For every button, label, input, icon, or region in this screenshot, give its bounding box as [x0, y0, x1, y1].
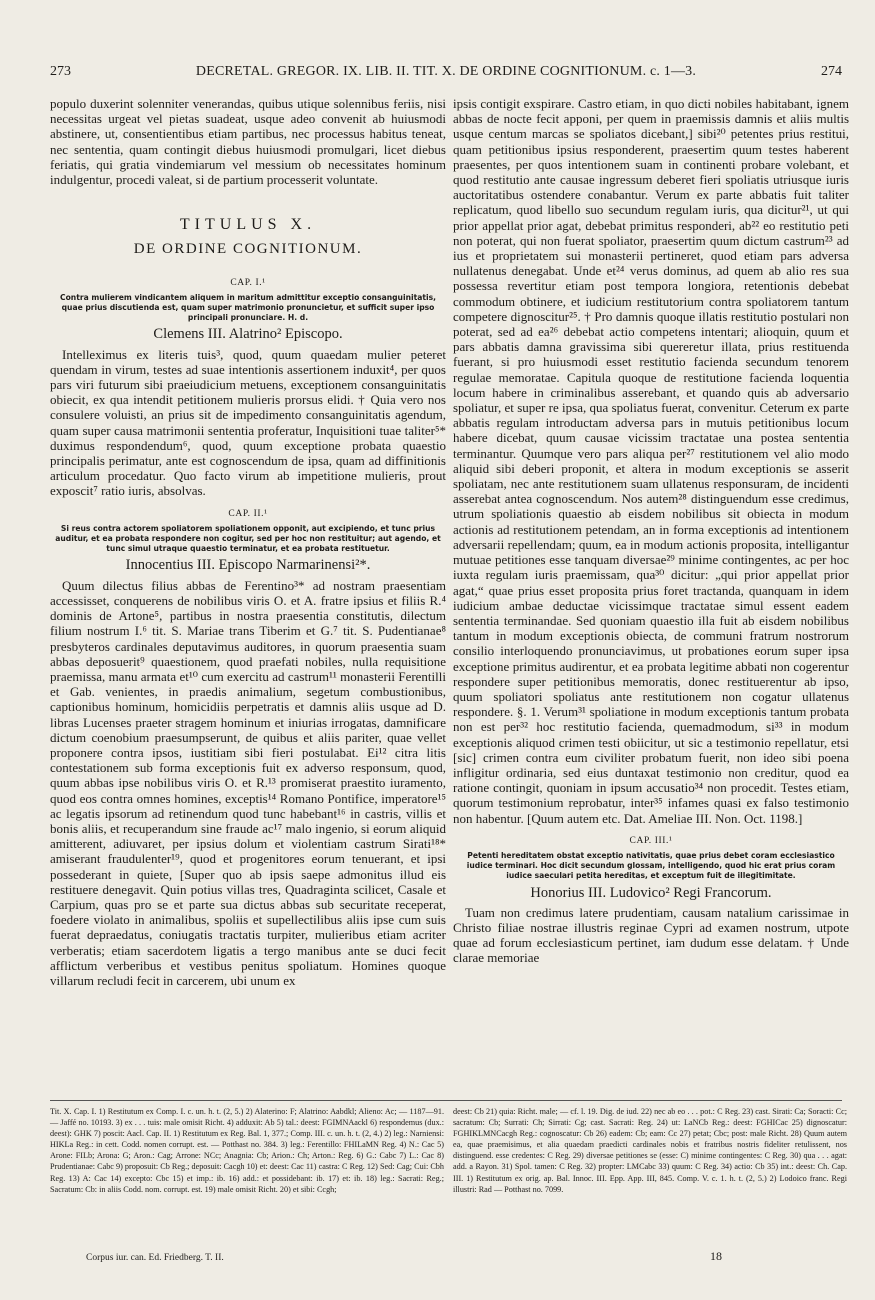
- paragraph-continuation-right: ipsis contigit exspirare. Castro etiam, in quo dicti nobiles habitabant, ignem abbas de nocte fecit apponi, per quem in praemissis damnis et aliis multis usque centum marcas se spoliatos dicebant,] sibi²⁰ petentes prius restitui, quam petitionibus ipsius responderent, praesertim quum testes haberent praesentes, per quos intentionem suam in continenti probare volebant, et quod restitutio ante causae ingressum deberet fieri spoliatis utriusque iuris auctoritatibus ostendere conabantur. Verum ex parte abbatis fuit taliter replicatum, quod libello suo secundum regulam iuris, qua dicitur²¹, ut qui prior appellat prior agat, debebat primitus responderi, ab²² eo restitutio peti non poterat, qui non fuerat spoliator, praesertim quum dictum castrum²³ ad ius et proprietatem sui monasterii pertineret, quod etiam pars adversa nullatenus denegabat. Unde et²⁴ verus dominus, ad quem ab alio res sua possessa revertitur etiam post tempora longiora, retentionis debebat commodum obtinere, et iudicium restitutorium contra spoliatorem tantum competere dignoscitur²⁵. † Pro damnis quoque illatis restitutio postulari non poterat, sed ad ea²⁶ debebat actio competens intentari; alioquin, quum et pars abbatis damna gravissima sibi quereretur illata, prius restituenda fuerant, si pro huiusmodi esset restitutio facienda secundum tenorem regulae memoratae. Capitula quoque de restitutione facienda loquentia locum habere in criminalibus asserebant, et quando quis ab adversario spoliatur, et super re ipsa, qua spoliatus fuerat, convenitur. Ceterum ex parte abbatis regulam introductam adversa pars in mutuis petitionibus locum habere dicebat, quum causae vicissim tractatae una postea sententia terminantur. Quumque vero pars aliqua per²⁷ restitutionem vel alio modo aliquid sibi deberi proponit, et altera in modum exceptionis se asserit spoliatam, nec ante restitutionem suam ullatenus responsuram, de incidenti asserebat antea cognoscendum. Nos autem²⁸ distinguendum esse credimus, utrum spoliationis quaestio ab eisdem nobilibus sit obiecta in modum actionis ad restitutionem petendam, an in forma exceptionis ad intentionem adversarii repellendam; quum, ea in modum actionis proposita, intelligantur mutuae petitiones esse tanquam diversae²⁹ minime contingentes, ac per hoc iuxta regulam iuris praemissam, qua³⁰ dicitur: „qui prior appellat prior agat,“ quae prius esset proposita prius foret tractanda, quanquam in idem iudicium ambae deductae vicissimque tractatae simul essent eadem sententia terminandae. Sed quoniam quaestio illa fuit ab eisdem nobilibus tantum in modum exceptionis obiecta, de communi fratrum nostrorum consilio interloquendo pronunciavimus, ut probationes eorum super ipsa exceptione primitus audirentur, et ea probata legitime abbati non cogerentur respondere super petitionibus memoratis, donec restituerentur ab ipso, quum spoliatori spoliatus ante restitutionem non cogatur ullatenus respondere. §. 1. Verum³¹ spoliatione in modum exceptionis tantum probata non est per³² hoc restitutio facienda, quemadmodum, si³³ in modum exceptionis aliquod crimen testi obiicitur, ut sic a testimonio repellatur, etsi [sic] crimen contra eum civiliter probatum fuerit, non ideo sibi poena infligitur ordinaria, sed eius duntaxat testimonio non creditur, quod ea ratione contingit, quoniam in ipsum accusatio³⁴ non procedit. Testes etiam, quorum testimonium reprobatur, inter³⁵ infames quasi ex falso testimonio non habentur. [Quum autem etc. Dat. Ameliae III. Non. Oct. 1198.]: [453, 96, 849, 826]
- chapter-text-3: Tuam non credimus latere prudentiam, causam natalium carissimae in Christo filiae nostrae illustris reginae Cypri ad examen nostrum, utpote quae ad forum ecclesiasticum pertinet, iam dudum esse delatam. † Unde clarae memoriae: [453, 904, 849, 966]
- titulus-heading: TITULUS X.: [179, 216, 317, 234]
- chapter-text-1: Intelleximus ex literis tuis³, quod, quum quaedam mulier peteret quendam in virum, testes ad suae intentionis assertionem induxit⁴, per quos pars viri futurum sibi praeiudicium metuens, exceptionem consanguinitatis obiecit, ex qua intendit petitionem mulieris prorsus elidi. † Quia vero nos consulere voluisti, an prius sit de impedimento consanguinitatis agendum, quam super causa matrimonii sententia proferatur, Inquisitioni tuae taliter⁵* duximus respondendum⁶, quod, quum exceptione probata quaestio principalis perimatur, ante est cognoscendum de ipsa, quam ad diffinitionis articulum procedatur. Quo facto virum ab impetitione mulieris, prout exposcit⁷ ratio iuris, absolvas.: [50, 346, 446, 499]
- chapter-text-2: Quum dilectus filius abbas de Ferentino³* ad nostram praesentiam accessisset, conquerens de nobilibus viris O. et A. fratre ipsius et filiis R.⁴ dominis de Artone⁵, partibus in nostra praesentia constitutis, dilectum filium nostrum I.⁶ tit. S. Mariae trans Tiberim et G.⁷ tit. S. Pudentianae⁸ presbyteros cardinales deputavimus auditores, in quorum praesentia suam abbas deposuerit⁹ quaestionem, quod praefati nobiles, nulla requisitione praemissa, manu armata et¹⁰ cum exercitu ad castrum¹¹ monasterii Ferentilli et Gab. venientes, in praedis animalium, segetum combustionibus, captionibus hominum, homicidiis perpetratis et damnis aliis usque ad D. libras Lucenses praeter stragem hominum et iniurias irrogatas, damnificare dictum coenobium praesumpserunt, de quibus et aliis pariter, quae vellet proponere contra ipsos, iustitiam sibi fieri postulabat. Ei¹² citra litis contestationem sub forma exceptionis fuit ex adverso responsum, quod, quum abbas ipse nobilibus viris O. et R.¹³ promiserat praestito iuramento, quod eos contra omnes homines, exceptis¹⁴ Romano Pontifice, imperatore¹⁵ ac legatis ipsorum ad retinendum quod tunc habebant¹⁶ in castris, villis et bonis aliis, et recuperandum sine fraude ac¹⁷ malo ingenio, si eorum aliquid amitterent, adiuvaret, per ipsius dolum et violentiam castrum Sirati¹⁸* amiserant fraudulenter¹⁹, quod et progenitores eorum tenuerant, et ipsi possederant in quiete, [Super quo ab ipsis saepe admonitus illud eis restituere denegavit. Quin potius villas tres, Quadraginta scilicet, Casale et Carpium, quas pro se et parte sua dictus abbas sub securitate receperat, foedere violato in animalibus, spoliis et supellectilibus aliis ipse cum suis fuerat depraedatus, coniugatis tractatis turpiter, mulieribus etiam acriter verberatis; etiam sacerdotem ligatis a tergo manibus ante se duci fecit afflictum verberibus et vestibus penitus spoliatum. Homines quoque villarum recludi fecit in carcerem, ubi unum ex: [50, 577, 446, 988]
- chapter-heading-1: CAP. I.¹: [230, 277, 266, 288]
- paragraph-continuation: populo duxerint solenniter venerandas, quibus utique solennibus feriis, nisi necessitas urgeat vel pietas suadeat, usque adeo convenit ab huiusmodi abstinere, ut, consentientibus etiam partibus, nec processus habitus teneat, nec sententia, quam contingit diebus huiusmodi promulgari, licet diebus feriatis, qui gratia vindemiarum vel messium ob necessitates hominum indulgentur, procedi valeat, si de partium processerit voluntate.: [50, 96, 446, 188]
- chapter-summary-1: Contra mulierem vindicantem aliquem in maritum admittitur exceptio consanguinitatis, quae prius discutienda est, quam super matrimonio pronuncietur, et sufficit super ipso principali pronunciare. H. d.: [60, 292, 436, 323]
- footnotes-right: deest: Cb 21) quia: Richt. male; — cf. l. 19. Dig. de iud. 22) nec ab eo . . . pot.: C Reg. 23) cast. Sirati: Ca; Soracti: Cc; sacratum: Cb; Surrati: Ch; Sirrati: Cg; cast. Sacrati: Reg. 24) ut: LaNCb Reg.: deest: FGHICac 25) dignoscatur: FGHIKLMNCacgh Reg.: cognoscatur: Cb 26) eadem: Cb; eam: Cc 27) petat; Cbc; post: male Richt. 28) Quum autem ea, quae praemisimus, et alia quaedam praedicti cardinales nobis et fratribus nostris fideliter retulissent, nos distinguend. esse credentes: C Reg. 29) diversae petitiones se (esse: C) minime contingentes: C Reg. 30) qua . . . agat: add. a Rayon. 31) Spol. tamen: C Reg. 32) propter: LMCabc 33) quum: C Reg. 34) actio: Cb 35) int.: deest: Ch. Cap. III. 1) Restitutum ex orig. ap. Bal. Innoc. III. Epp. App. III, 845. Comp. V. c. 1. h. t. (2, 5.) 2) Lodoico franc. Regi illustri: Rad — Potthast no. 7099.: [453, 1107, 847, 1194]
- sheet-number: 18: [710, 1249, 722, 1263]
- right-column: [453, 96, 849, 966]
- chapter-summary-2: Si reus contra actorem spoliatorem spoliationem opponit, aut excipiendo, et tunc prius auditur, et ea probata respondere non cogitur, sed per hoc non restituitur; aut agendo, et tunc simul utraque quaestio terminatur, et ea probata restituetur.: [55, 523, 441, 554]
- running-title: DECRETAL. GREGOR. IX. LIB. II. TIT. X. DE ORDINE COGNITIONUM. c. 1—3.: [195, 64, 697, 79]
- footnote-divider: [50, 1100, 842, 1101]
- page-number-right: 274: [821, 64, 842, 79]
- running-header: [50, 64, 842, 84]
- salutation-1: Clemens III. Alatrino² Episcopo.: [153, 326, 343, 343]
- chapter-heading-3: CAP. III.¹: [629, 835, 673, 846]
- edition-line: Corpus iur. can. Ed. Friedberg. T. II.: [86, 1253, 224, 1263]
- salutation-3: Honorius III. Ludovico² Regi Francorum.: [530, 884, 772, 901]
- chapter-heading-2: CAP. II.¹: [228, 508, 268, 519]
- page-number-left: 273: [50, 64, 71, 79]
- salutation-2: Innocentius III. Episcopo Narmarinensi²*.: [125, 557, 371, 574]
- footnotes-left: Tit. X. Cap. I. 1) Restitutum ex Comp. I. c. un. h. t. (2, 5.) 2) Alaterino: F; Alatrino: Aabdkl; Alieno: Ac; — 1187—91. — Jaffé no. 10193. 3) ex . . . tuis: male omisit Richt. 4) adduxit: Ab 5) tal.: deest: FGIMNAackl 6) respondemus (dux.: deest): GHK 7) poscit: Aacl. Cap. II. 1) Restitutum ex Reg. Bal. 1, 377.; Comp. III. c. un. h. t. (2, 4.) 2) leg.: Narniensi: HIKLa Reg.: in cett. Codd. nomen corrupt. est. — Potthast no. 384. 3) leg.: Ferentillo: FHILaMN Reg. 4) N.: Cac 5) Arone: FILb; Arona: G; Aron.: Cag; Arrone: NCc; Anagnia: Cb; Arion.: Ch; Arton.: Reg. 6) G.: Cabc 7) L.: Cac 8) Prudentianae: Cabc 9) proposuit: Cb Reg.; deposuit: Cacgh 10) et: deest: Cac 11) castra: C Reg. 12) Sed: Cag; Cui: Cbh Reg. 13) A: Cac 14) excepto: Cbc 15) et imp.: ib. 16) add.: et possidebant: ib. 17) et: ib. 18) leg.: Sacrati: Reg.; Sacratum: Cb: in aliis Codd. nom. corrupt. est. 19) male omisit Richt. 20) et sibi: Ccgh;: [50, 1107, 444, 1194]
- chapter-summary-3: Petenti hereditatem obstat exceptio nativitatis, quae prius debet coram ecclesiastico iudice terminari. Hoc dicit secundum glossam, intelligendo, quod hic erat prius coram iudice saeculari petita hereditas, et exceptum fuit de illegitimitate.: [466, 850, 836, 881]
- titulus-subheading: DE ORDINE COGNITIONUM.: [133, 241, 363, 258]
- left-column: [50, 96, 446, 988]
